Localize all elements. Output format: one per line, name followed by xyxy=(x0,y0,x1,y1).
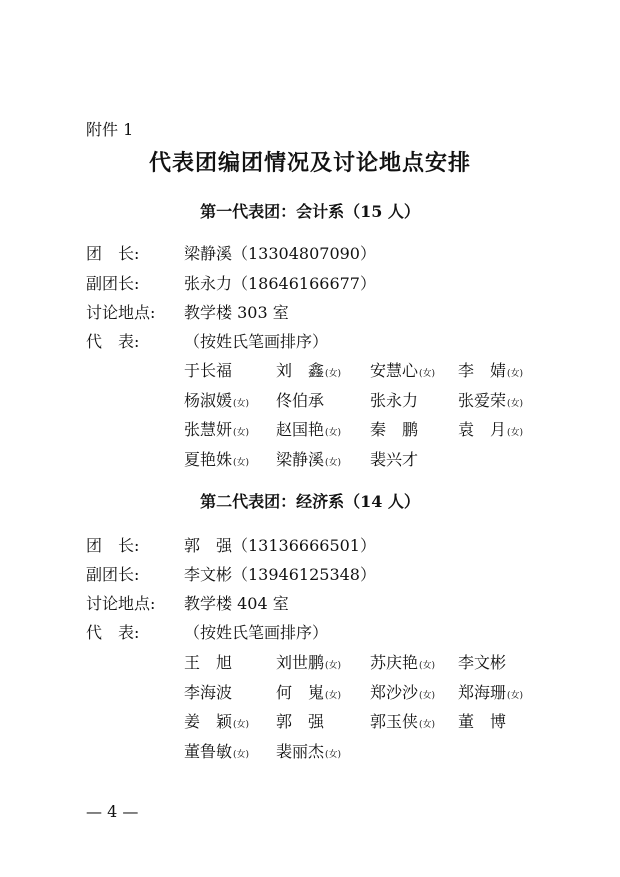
member-gender-tag: (女) xyxy=(507,398,524,409)
member-entry xyxy=(276,447,368,470)
member-entry xyxy=(184,447,276,470)
member-entry xyxy=(184,680,276,703)
member-entry xyxy=(184,650,276,673)
member-gender-tag: (女) xyxy=(325,428,342,438)
member-gender-tag: (女) xyxy=(233,428,250,438)
member-name: 佟伯承 xyxy=(276,390,325,410)
member-entry xyxy=(370,680,462,703)
member-entry xyxy=(276,417,368,440)
member-name: 何 嵬 xyxy=(276,682,325,702)
member-name: 刘世鹏 xyxy=(276,653,325,672)
member-entry xyxy=(184,417,276,440)
member-name: 裴丽杰 xyxy=(276,741,325,761)
leader-label: 团 长: xyxy=(86,244,140,263)
group-2-location-row xyxy=(86,591,289,614)
document-title: 代表团编团情况及讨论地点安排 xyxy=(148,150,471,176)
deputy-label: 副团长: xyxy=(86,565,140,584)
group-1-deputy-row xyxy=(86,271,376,294)
member-entry xyxy=(184,388,276,411)
member-name: 裴兴才 xyxy=(370,449,419,469)
member-name: 李海波 xyxy=(184,682,233,702)
member-gender-tag: (女) xyxy=(507,428,524,438)
member-gender-tag: (女) xyxy=(419,661,436,671)
group-2-leader-row xyxy=(86,533,376,556)
member-entry xyxy=(276,358,368,381)
member-entry xyxy=(276,650,368,673)
location-label: 讨论地点: xyxy=(86,594,156,613)
member-name: 郭玉侠 xyxy=(370,712,419,731)
member-gender-tag: (女) xyxy=(325,457,342,468)
member-entry xyxy=(276,739,368,762)
member-gender-tag: (女) xyxy=(419,720,436,730)
member-gender-tag: (女) xyxy=(233,720,250,730)
member-entry xyxy=(458,388,550,411)
member-entry xyxy=(458,358,550,381)
member-name: 袁 月 xyxy=(458,420,507,439)
member-name: 姜 颖 xyxy=(184,712,233,731)
reps-note: （按姓氏笔画排序） xyxy=(184,623,329,642)
location-value: 教学楼 303 室 xyxy=(184,303,289,322)
member-name: 安慧心 xyxy=(370,361,419,380)
group-2-heading: 第二代表团：经济系（14 人） xyxy=(200,492,420,511)
member-gender-tag: (女) xyxy=(325,369,342,379)
member-gender-tag: (女) xyxy=(507,369,524,379)
member-name: 夏艳姝 xyxy=(184,449,233,469)
member-name: 董 博 xyxy=(458,712,507,731)
member-entry xyxy=(370,417,462,440)
member-gender-tag: (女) xyxy=(233,398,250,409)
member-gender-tag: (女) xyxy=(325,690,342,701)
location-label: 讨论地点: xyxy=(86,303,156,322)
attachment-label: 附件 1 xyxy=(86,120,134,139)
member-name: 张爱荣 xyxy=(458,390,507,410)
member-name: 杨淑媛 xyxy=(184,390,233,410)
member-name: 梁静溪 xyxy=(276,449,325,469)
member-name: 李 婧 xyxy=(458,361,507,380)
member-entry xyxy=(276,680,368,703)
reps-note: （按姓氏笔画排序） xyxy=(184,332,329,351)
member-gender-tag: (女) xyxy=(419,369,436,379)
member-name: 董鲁敏 xyxy=(184,741,233,761)
group-1-reps-row xyxy=(86,329,328,352)
member-entry xyxy=(184,709,276,732)
reps-label: 代 表: xyxy=(86,623,140,642)
member-name: 郭 强 xyxy=(276,712,325,731)
deputy-value: 李文彬（13946125348） xyxy=(184,565,376,584)
member-name: 郑海珊 xyxy=(458,682,507,702)
member-entry xyxy=(370,358,462,381)
member-entry xyxy=(458,709,550,732)
member-name: 苏庆艳 xyxy=(370,653,419,672)
member-name: 赵国艳 xyxy=(276,420,325,439)
member-entry xyxy=(458,650,550,673)
group-1-leader-row xyxy=(86,241,376,264)
leader-value: 梁静溪（13304807090） xyxy=(184,244,376,263)
member-name: 张永力 xyxy=(370,390,419,410)
leader-label: 团 长: xyxy=(86,536,140,555)
member-entry xyxy=(276,709,368,732)
reps-label: 代 表: xyxy=(86,332,140,351)
group-2-reps-row xyxy=(86,620,328,643)
member-name: 王 旭 xyxy=(184,653,233,672)
member-name: 刘 鑫 xyxy=(276,361,325,380)
member-gender-tag: (女) xyxy=(419,690,436,701)
location-value: 教学楼 404 室 xyxy=(184,594,289,613)
member-entry xyxy=(370,709,462,732)
member-entry xyxy=(276,388,368,411)
member-entry xyxy=(370,447,462,470)
member-name: 秦 鹏 xyxy=(370,420,419,439)
member-entry xyxy=(458,417,550,440)
member-name: 张慧妍 xyxy=(184,420,233,439)
deputy-label: 副团长: xyxy=(86,274,140,293)
deputy-value: 张永力（18646166677） xyxy=(184,274,376,293)
member-entry xyxy=(184,358,276,381)
member-name: 于长福 xyxy=(184,361,233,380)
member-gender-tag: (女) xyxy=(325,749,342,760)
member-gender-tag: (女) xyxy=(233,457,250,468)
member-name: 李文彬 xyxy=(458,653,507,672)
member-entry xyxy=(370,650,462,673)
group-2-deputy-row xyxy=(86,562,376,585)
leader-value: 郭 强（13136666501） xyxy=(184,536,376,555)
member-entry xyxy=(458,680,550,703)
member-gender-tag: (女) xyxy=(325,661,342,671)
member-gender-tag: (女) xyxy=(233,749,250,760)
member-gender-tag: (女) xyxy=(507,690,524,701)
group-1-heading: 第一代表团：会计系（15 人） xyxy=(200,202,420,221)
member-entry xyxy=(184,739,276,762)
member-name: 郑沙沙 xyxy=(370,682,419,702)
page-number: — 4 — xyxy=(86,802,139,821)
group-1-location-row xyxy=(86,300,289,323)
member-entry xyxy=(370,388,462,411)
